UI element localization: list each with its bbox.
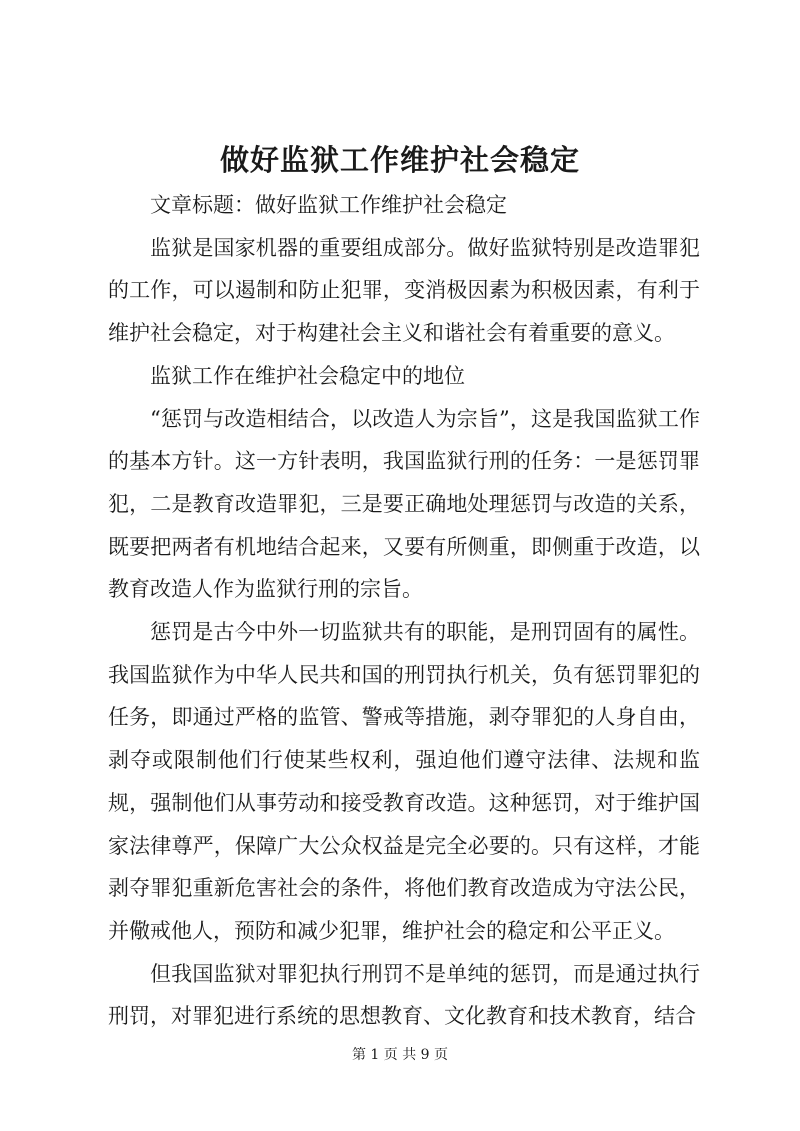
paragraph-article-title: 文章标题：做好监狱工作维护社会稳定 (150, 193, 507, 217)
paragraph-reform: 但我国监狱对罪犯执行刑罚不是单纯的惩罚，而是通过执行刑罚，对罪犯进行系统的思想教育、文化教育和技术教育，结合 (108, 961, 700, 1029)
paragraph-punishment: 惩罚是古今中外一切监狱共有的职能，是刑罚固有的属性。我国监狱作为中华人民共和国的刑罚执行机关，负有惩罚罪犯的任务，即通过严格的监管、警戒等措施，剥夺罪犯的人身自由，剥夺或限制他们行使某些权利，强迫他们遵守法律、法规和监规，强制他们从事劳动和接受教育改造。这种惩罚，对于维护国家法律尊严，保障广大公众权益是完全必要的。只有这样，才能剥夺罪犯重新危害社会的条件，将他们教育改造成为守法公民，并儆戒他人，预防和减少犯罪，维护社会的稳定和公平正义。 (108, 620, 700, 943)
document-title: 做好监狱工作维护社会稳定 (219, 143, 580, 177)
paragraph-intro: 监狱是国家机器的重要组成部分。做好监狱特别是改造罪犯的工作，可以遏制和防止犯罪，变消极因素为积极因素，有利于维护社会稳定，对于构建社会主义和谐社会有着重要的意义。 (108, 235, 700, 346)
section-heading: 监狱工作在维护社会稳定中的地位 (150, 363, 465, 388)
document-body (108, 184, 700, 1038)
paragraph-policy: “惩罚与改造相结合，以改造人为宗旨”，这是我国监狱工作的基本方针。这一方针表明，我国监狱行刑的任务：一是惩罚罪犯，二是教育改造罪犯，三是要正确地处理惩罚与改造的关系，既要把两者有机地结合起来，又要有所侧重，即侧重于改造，以教育改造人作为监狱行刑的宗旨。 (108, 406, 700, 602)
page-footer: 第 1 页 共 9 页 (351, 1047, 449, 1063)
